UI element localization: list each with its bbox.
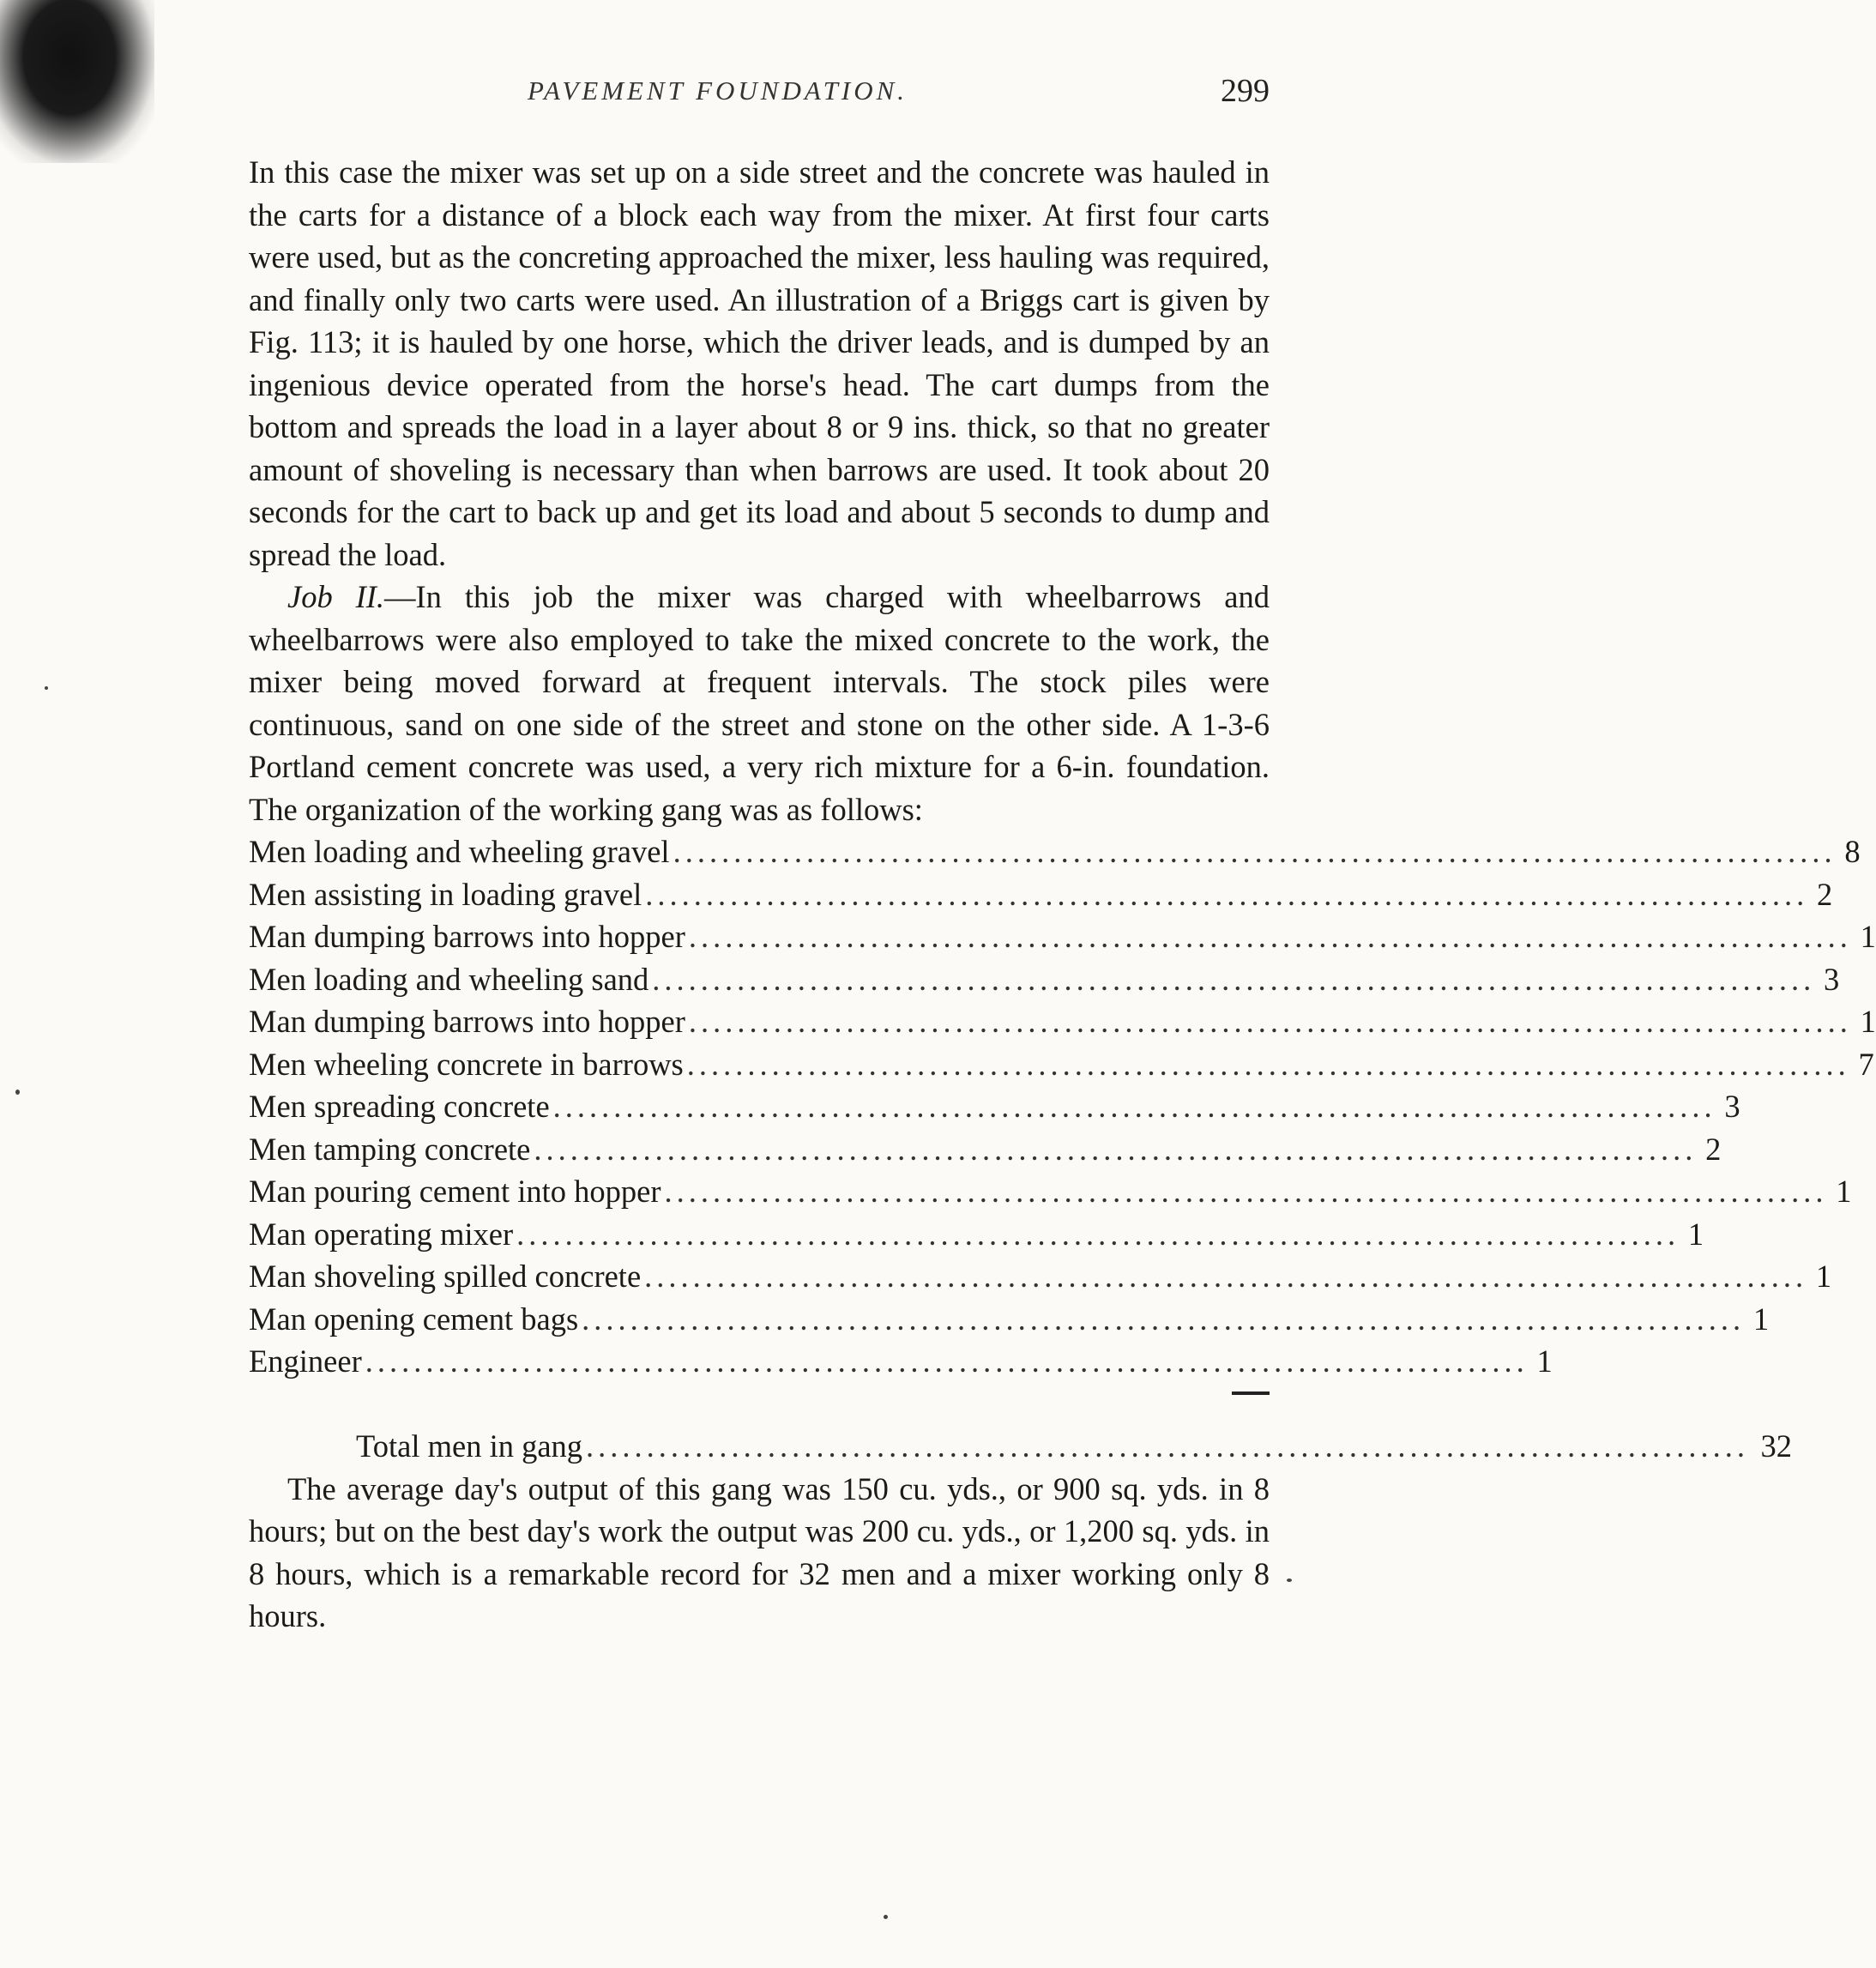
- gang-count: 2: [1705, 1131, 1722, 1167]
- dot-leader: ................................................................................................: [688, 919, 1852, 954]
- body-text: [249, 151, 1876, 1638]
- gang-row: [249, 1340, 1553, 1383]
- gang-row: [249, 1213, 1704, 1256]
- speck: [1287, 1579, 1292, 1582]
- dot-leader: ................................................................................................: [688, 1004, 1852, 1039]
- dot-leader: ................................................................................................: [644, 1259, 1808, 1294]
- gang-row: [249, 1000, 1876, 1043]
- sum-rule-row: [249, 1383, 1270, 1426]
- dot-leader: ................................................................................................: [652, 961, 1816, 997]
- gang-row: [249, 1298, 1770, 1341]
- dot-leader: ................................................................................................: [664, 1174, 1828, 1209]
- gang-count: 1: [1815, 1259, 1832, 1294]
- gang-count: 2: [1816, 876, 1833, 912]
- gang-count: 1: [1687, 1216, 1704, 1252]
- gang-desc: Man operating mixer: [249, 1216, 514, 1252]
- gang-row: [249, 958, 1840, 1001]
- job-ii-text: —In this job the mixer was charged with wheelbarrows and wheelbarrows were also employed to take the mixed concrete to the work, the mixer being moved forward at frequent intervals. The stock piles were continuous, sand on one side of the street and stone on the other side. A 1-3-6 Portland cement concrete was used, a very rich mixture for a 6-in. foundation. The organization of the working gang was as follows:: [249, 579, 1270, 827]
- gang-desc: Men loading and wheeling sand: [249, 961, 649, 997]
- gang-row: [249, 1170, 1852, 1213]
- gang-row: [249, 1255, 1832, 1298]
- dot-leader: ................................................................................................: [552, 1089, 1716, 1124]
- total-row: [249, 1425, 1793, 1468]
- gang-desc: Man pouring cement into hopper: [249, 1174, 661, 1209]
- speck: [45, 686, 48, 690]
- gang-count: 1: [1836, 1174, 1852, 1209]
- paragraph-job-ii: [249, 576, 1270, 830]
- dot-leader: ................................................................................................: [582, 1301, 1746, 1337]
- dot-leader: ................................................................................................: [645, 876, 1809, 912]
- running-title: PAVEMENT FOUNDATION.: [528, 75, 908, 106]
- gang-row: [249, 1043, 1874, 1086]
- dot-leader: ................................................................................................: [586, 1428, 1750, 1464]
- gang-row: [249, 830, 1861, 873]
- gang-desc: Men tamping concrete: [249, 1131, 531, 1167]
- gang-organization-list: [249, 830, 1876, 1383]
- dot-leader: ................................................................................................: [673, 834, 1837, 869]
- dot-leader: ................................................................................................: [516, 1216, 1680, 1252]
- gang-desc: Man dumping barrows into hopper: [249, 1004, 685, 1039]
- gang-desc: Men assisting in loading gravel: [249, 876, 642, 912]
- scan-smudge: [0, 0, 154, 163]
- paragraph-output: The average day's output of this gang was 150 cu. yds., or 900 sq. yds. in 8 hours; but on the best day's work the output was 200 cu. yds., or 1,200 sq. yds. in 8 hours, which is a remarkable record for 32 men and a mixer working only 8 hours.: [249, 1470, 1270, 1633]
- gang-row: [249, 915, 1876, 958]
- gang-desc: Man dumping barrows into hopper: [249, 919, 685, 954]
- total-count: 32: [1760, 1428, 1793, 1464]
- gang-count: 1: [1860, 919, 1876, 954]
- gang-count: 3: [1724, 1089, 1740, 1124]
- gang-desc: Men wheeling concrete in barrows: [249, 1046, 684, 1082]
- job-ii-label: Job II.: [287, 579, 385, 614]
- gang-desc: Engineer: [249, 1343, 362, 1379]
- gang-desc: Man shoveling spilled concrete: [249, 1259, 642, 1294]
- gang-desc: Men loading and wheeling gravel: [249, 834, 670, 869]
- paragraph-briggs-cart: In this case the mixer was set up on a side street and the concrete was hauled in the carts for a distance of a block each way from the mixer. At first four carts were used, but as the concreting approached the mixer, less hauling was required, and finally only two carts were used. An illustration of a Briggs cart is given by Fig. 113; it is hauled by one horse, which the driver leads, and is dumped by an ingenious device operated from the horse's head. The cart dumps from the bottom and spreads the load in a layer about 8 or 9 ins. thick, so that no greater amount of shoveling is necessary than when barrows are used. It took about 20 seconds for the cart to back up and get its load and about 5 seconds to dump and spread the load.: [249, 154, 1270, 572]
- gang-count: 1: [1860, 1004, 1876, 1039]
- total-label: Total men in gang: [356, 1428, 583, 1464]
- sum-rule: [1232, 1391, 1270, 1395]
- gang-row: [249, 873, 1833, 916]
- gang-count: 1: [1752, 1301, 1770, 1337]
- gang-count: 3: [1824, 961, 1840, 997]
- gang-row: [249, 1085, 1740, 1128]
- dot-leader: ................................................................................................: [686, 1046, 1850, 1082]
- page-header: [249, 75, 1270, 110]
- gang-count: 7: [1858, 1046, 1874, 1082]
- gang-row: [249, 1128, 1722, 1171]
- dot-leader: ................................................................................................: [365, 1343, 1529, 1379]
- gang-desc: Man opening cement bags: [249, 1301, 579, 1337]
- gang-count: 8: [1844, 834, 1861, 869]
- dot-leader: ................................................................................................: [534, 1131, 1698, 1167]
- gang-desc: Men spreading concrete: [249, 1089, 550, 1124]
- gang-count: 1: [1536, 1343, 1553, 1379]
- page-number: 299: [1221, 73, 1270, 109]
- speck: [15, 1090, 20, 1095]
- speck: [884, 1915, 888, 1919]
